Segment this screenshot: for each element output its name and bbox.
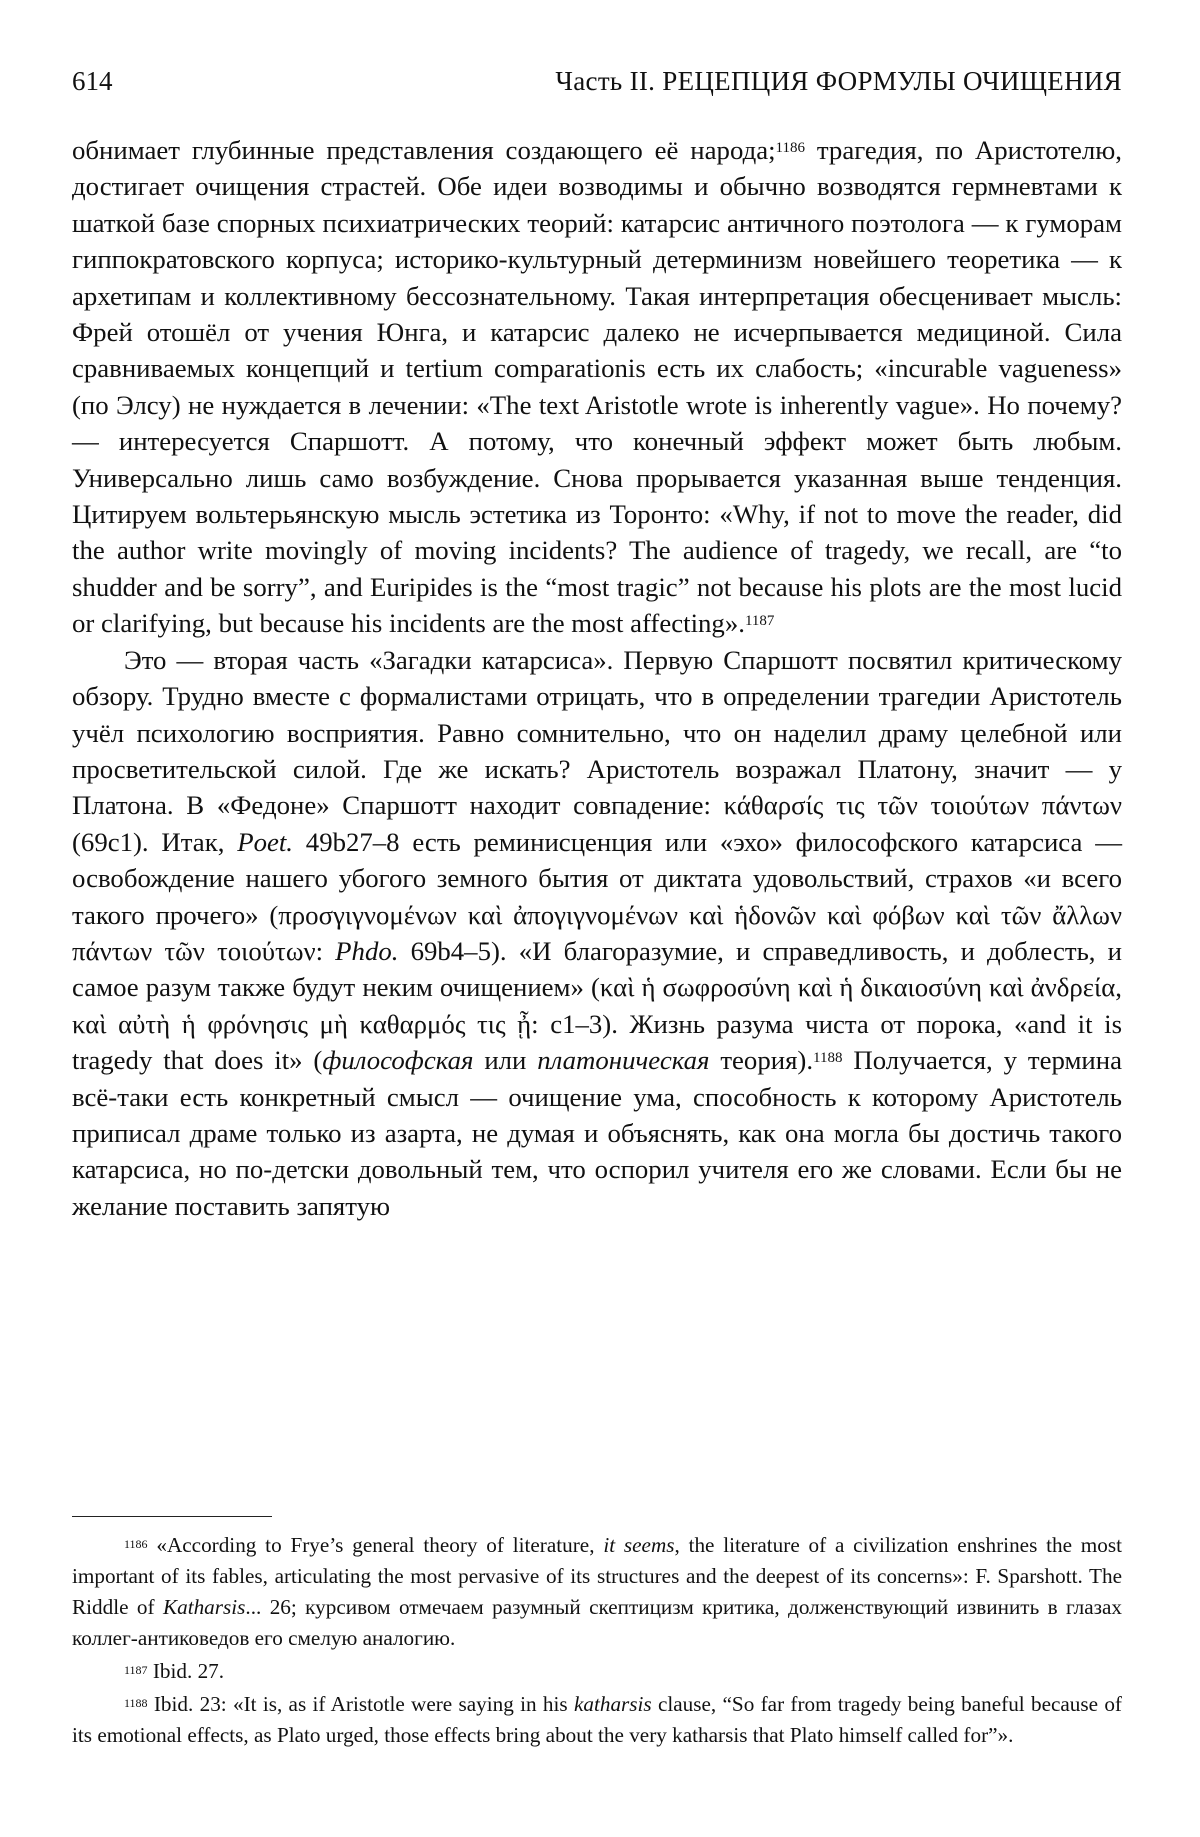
footnote-1188 xyxy=(72,1689,1122,1751)
paragraph-2 xyxy=(72,642,1122,1225)
footnotes xyxy=(72,1530,1122,1753)
fn1188-text-1: Ibid. 23: «It is, as if Aristotle were saying in his xyxy=(147,1692,574,1716)
p1-text-2: трагедия, по Аристотелю, достигает очищения страстей. Обе идеи возводимы и обычно возводятся гермневтами к шаткой базе спорных психиатрических теорий: катарсис античного поэтолога — к гуморам гиппократовского корпуса; историко-культурный детерминизм новейшего теоретика — к архетипам и коллективному бессознательному. Такая интерпретация обесценивает мысль: Фрей отошёл от учения Юнга, и катарсис далеко не исчерпывается медициной. Сила сравниваемых концепций и tertium comparationis есть их слабость; «incurable vagueness» (по Элсу) не нуждается в лечении: «The text Aristotle wrote is inherently vague». Но почему? — интересуется Спаршотт. А потому, что конечный эффект может быть любым. Универсально лишь само возбуждение. Снова прорывается указанная выше тенденция. Цитируем вольтерьянскую мысль эстетика из Торонто: «Why, if not to move the reader, did the author write movingly of moving incidents? The audience of tragedy, we recall, are “to shudder and be sorry”, and Euripides is the “most tragic” not because his plots are the most lucid or clarifying, but because his incidents are the most affecting». xyxy=(72,135,1122,639)
fn1186-text-2: , the literature of a civilization enshrines the most important of its fables, articulating the most pervasive of its structures and the deepest of its concerns»: F. Sparshott. The Riddle of xyxy=(72,1533,1122,1619)
footnote-1186 xyxy=(72,1530,1122,1654)
p2-text-2: 49b27–8 есть реминисценция или «эхо» философского катарсиса — освобождение нашего убогого земного бытия от диктата удовольствий, страхов «и всего такого прочего» (προσγιγνομένων καὶ ἀπογιγνομένων καὶ ἡδονῶν καὶ φόβων καὶ τῶν ἄλλων πάντων τῶν τοιούτων: xyxy=(72,826,1122,966)
p2-text-4: или xyxy=(473,1045,538,1076)
footnote-number-1186: 1186 xyxy=(124,1537,148,1551)
footnote-ref-1187: 1187 xyxy=(744,613,775,630)
fn1188-text-2: clause, “So far from tragedy being baneful because of its emotional effects, as Plato urged, those effects bring about the very katharsis that Plato himself called for”». xyxy=(72,1692,1122,1747)
paragraph-1 xyxy=(72,132,1122,642)
p2-text-3: 69b4–5). «И благоразумие, и справедливость, и доблесть, и самое разум также будут неким очищением» (καὶ ἡ σωφροσύνη καὶ ἡ δικαιοσύνη καὶ ἀνδρεία, καὶ αὐτὴ ἡ φρόνησις μὴ καθαρμός τις ᾖ: c1–3). Жизнь разума чиста от порока, «and it is tragedy that does it» ( xyxy=(72,935,1122,1076)
fn1188-italic: katharsis xyxy=(573,1692,652,1716)
p2-text-5: теория). xyxy=(709,1045,814,1076)
footnote-ref-1186: 1186 xyxy=(775,140,805,156)
fn1187-text: Ibid. 27. xyxy=(147,1659,225,1683)
main-text xyxy=(72,132,1122,1224)
p2-italic-platonic: платоническая xyxy=(537,1045,710,1076)
p2-text-6: Получается, у термина всё-таки есть конкретный смысл — очищение ума, способность к которому Аристотель приписал драме только из азарта, не думая и объяснять, как она могла бы достичь такого катарсиса, но по-детски довольный тем, что оспорил учителя его же словами. Если бы не желание поставить запятую xyxy=(72,1045,1122,1221)
section-title: Часть II. РЕЦЕПЦИЯ ФОРМУЛЫ ОЧИЩЕНИЯ xyxy=(555,66,1122,96)
footnote-separator xyxy=(72,1516,272,1517)
p2-italic-philosophical: философская xyxy=(322,1045,474,1076)
fn1186-text-1: «According to Frye’s general theory of literature, xyxy=(147,1533,604,1557)
p2-italic-phdo: Phdo. xyxy=(335,935,399,966)
fn1186-italic-2: Katharsis xyxy=(162,1595,246,1619)
fn1186-text-3: ... 26; курсивом отмечаем разумный скептицизм критика, долженствующий извинить в глазах коллег-антиковедов его смелую аналогию. xyxy=(72,1595,1122,1650)
page-number: 614 xyxy=(72,66,113,96)
fn1186-italic-1: it seems xyxy=(603,1533,675,1557)
p1-text-1: обнимает глубинные представления создающего её народа; xyxy=(72,135,776,165)
footnote-1187 xyxy=(72,1656,1122,1687)
footnote-number-1187: 1187 xyxy=(124,1663,148,1677)
footnote-number-1188: 1188 xyxy=(124,1696,148,1710)
p2-text-1: Это — вторая часть «Загадки катарсиса». Первую Спаршотт посвятил критическому обзору. Трудно вместе с формалистами отрицать, что в определении трагедии Аристотель учёл психологию восприятия. Равно сомнительно, что он наделил драму целебной или просветительской силой. Где же искать? Аристотель возражал Платону, значит — у Платона. В «Федоне» Спаршотт находит совпадение: κάθαρσίς τις τῶν τοιούτων πάντων (69c1). Итак, xyxy=(72,644,1122,857)
footnote-ref-1188: 1188 xyxy=(813,1050,843,1067)
p2-italic-poet: Poet. xyxy=(237,826,294,857)
